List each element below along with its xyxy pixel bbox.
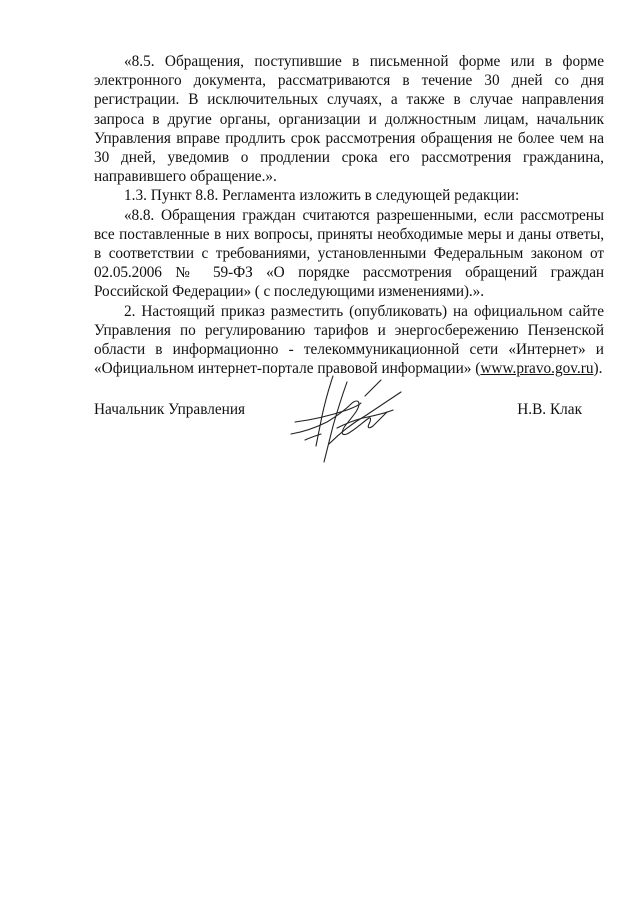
- handwritten-signature: [289, 374, 414, 466]
- signatory-title: Начальник Управления: [94, 401, 246, 418]
- paragraph-2-text: 2. Настоящий приказ разместить (опубликовать) на официальном сайте Управления по регулированию тарифов и энергосбережению Пензенской области в информационно - телекоммуникационной сети «Интернет» и «Официальном интернет-портале правовой информации» (: [94, 302, 604, 378]
- paragraph-8-5: «8.5. Обращения, поступившие в письменной форме или в форме электронного документа, рассматриваются в течение 30 дней со дня регистрации. В исключительных случаях, а также в случае направления запроса в другие органы, организации и должностным лицам, начальник Управления вправе продлить срок рассмотрения обращения не более чем на 30 дней, уведомив о продлении срока его рассмотрения гражданина, направившего обращение.».: [94, 53, 604, 186]
- pravo-link[interactable]: www.pravo.gov.ru: [480, 360, 594, 378]
- signature-block: [94, 400, 604, 470]
- paragraph-2-publication: [94, 302, 604, 379]
- signatory-name: Н.В. Клак: [517, 401, 582, 418]
- paragraph-2-tail: ).: [593, 360, 603, 378]
- document-body: [94, 52, 604, 378]
- paragraph-8-8: «8.8. Обращения граждан считаются разрешенными, если рассмотрены все поставленные в них вопросы, приняты необходимые меры и даны ответы, в соответствии с требованиями, установленными Федеральным законом от 02.05.2006 № 59-ФЗ «О порядке рассмотрения обращений граждан Российской Федерации» ( с последующими изменениями).».: [94, 206, 604, 301]
- paragraph-1-3: 1.3. Пункт 8.8. Регламента изложить в следующей редакции:: [124, 187, 520, 205]
